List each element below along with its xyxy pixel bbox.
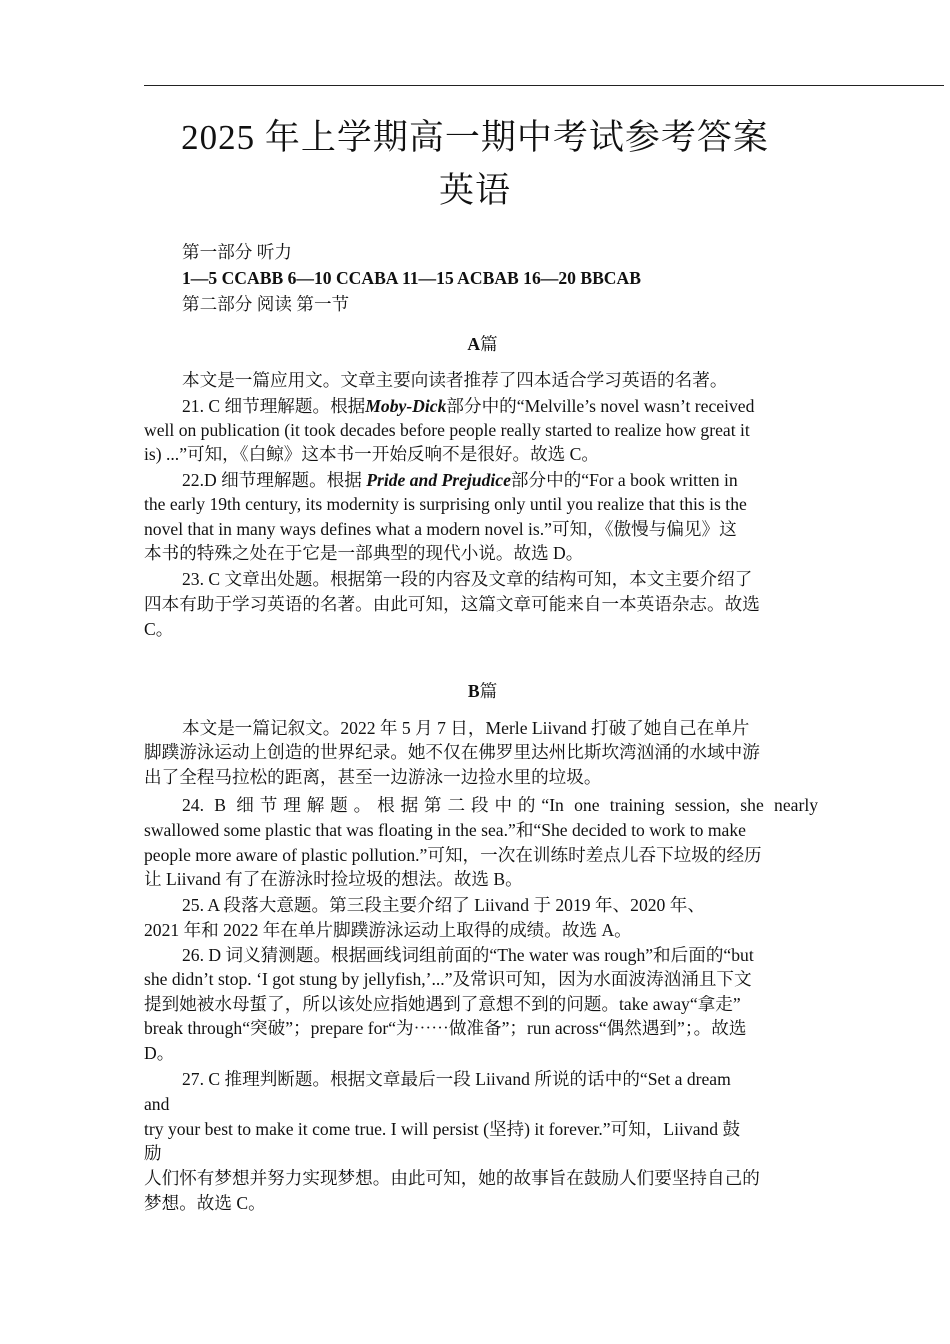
q23-line3: C。 (144, 619, 174, 639)
q24-line2: swallowed some plastic that was floating in the sea.”和“She decided to work to make (144, 820, 746, 840)
subject-title: 英语 (438, 171, 511, 210)
part1-heading: 第一部分 听力 (182, 242, 292, 262)
q21-book-title: Moby-Dick (365, 396, 447, 416)
q27-line5: 人们怀有梦想并努力实现梦想。由此可知，她的故事旨在鼓励人们要坚持自己的 (144, 1168, 760, 1188)
q27-line6: 梦想。故选 C。 (144, 1193, 266, 1213)
section-b-heading (0, 679, 950, 703)
q21-line2: well on publication (it took decades before people really started to realize how great it (144, 420, 750, 440)
q22-text: 22.D 细节理解题。根据 (182, 470, 367, 490)
q26-line5: D。 (144, 1043, 175, 1063)
section-a-label: A (467, 334, 481, 354)
section-b-suffix: 篇 (479, 681, 498, 701)
q25-line2: 2021 年和 2022 年在单片脚蹼游泳运动上取得的成绩。故选 A。 (144, 920, 632, 940)
q27-line4: 励 (144, 1143, 162, 1163)
q24-line4: 让 Liivand 有了在游泳时捡垃圾的想法。故选 B。 (144, 869, 523, 889)
q22-book-title: Pride and Prejudice (366, 470, 511, 490)
q23-line2: 四本有助于学习英语的名著。由此可知，这篇文章可能来自一本英语杂志。故选 (144, 594, 760, 614)
q21-line3: is) ...”可知，《白鲸》这本书一开始反响不是很好。故选 C。 (144, 444, 599, 464)
q22-line1 (182, 468, 738, 492)
q27-line2: and (144, 1094, 170, 1114)
q22-line4: 本书的特殊之处在于它是一部典型的现代小说。故选 D。 (144, 543, 584, 563)
q26-line4: break through“突破”；prepare for“为⋯⋯做准备”；run across“偶然遇到”；。故选 (144, 1018, 747, 1038)
section-a-heading (0, 332, 950, 356)
q21-line1 (182, 394, 754, 418)
q24-line1: 24. B 细节理解题。根据第二段中的“In one training session, she nearly (182, 795, 818, 815)
q26-line2: she didn’t stop. ‘I got stung by jellyfish,’...”及常识可知，因为水面波涛汹涌且下文 (144, 969, 752, 989)
section-b-label: B (467, 681, 480, 701)
q21-quote: 部分中的“Melville’s novel wasn’t received (446, 396, 755, 416)
page-title: 2025 年上学期高一期中考试参考答案 (181, 118, 769, 157)
q22-line3: novel that in many ways defines what a modern novel is.”可知，《傲慢与偏见》这 (144, 519, 737, 539)
section-b-summary-line3: 出了全程马拉松的距离，甚至一边游泳一边捡水里的垃圾。 (144, 767, 602, 787)
q23-line1: 23. C 文章出处题。根据第一段的内容及文章的结构可知，本文主要介绍了 (182, 569, 753, 589)
q27-line1: 27. C 推理判断题。根据文章最后一段 Liivand 所说的话中的“Set a dream (182, 1069, 731, 1089)
q26-line1: 26. D 词义猜测题。根据画线词组前面的“The water was rough”和后面的“but (182, 945, 754, 965)
part2-heading: 第二部分 阅读 第一节 (182, 294, 350, 314)
q27-line3: try your best to make it come true. I will persist (坚持) it forever.”可知，Liivand 鼓 (144, 1119, 741, 1139)
q24-line3: people more aware of plastic pollution.”可知，一次在训练时差点儿吞下垃圾的经历 (144, 845, 762, 865)
q22-quote: 部分中的“For a book written in (510, 470, 738, 490)
section-a-summary: 本文是一篇应用文。文章主要向读者推荐了四本适合学习英语的名著。 (182, 370, 728, 390)
q21-text: 21. C 细节理解题。根据 (182, 396, 366, 416)
listening-answers: 1—5 CCABB 6—10 CCABA 11—15 ACBAB 16—20 BBCAB (182, 268, 641, 288)
q22-line2: the early 19th century, its modernity is surprising only until you realize that this is the (144, 494, 747, 514)
section-b-summary-line1: 本文是一篇记叙文。2022 年 5 月 7 日，Merle Liivand 打破了她自己在单片 (182, 718, 750, 738)
section-a-suffix: 篇 (480, 334, 498, 354)
q25-line1: 25. A 段落大意题。第三段主要介绍了 Liivand 于 2019 年、2020 年、 (182, 895, 705, 915)
section-b-summary-line2: 脚蹼游泳运动上创造的世界纪录。她不仅在佛罗里达州比斯坎湾汹涌的水域中游 (144, 742, 760, 762)
q26-line3: 提到她被水母蜇了，所以该处应指她遇到了意想不到的问题。take away“拿走” (144, 994, 741, 1014)
header-rule (144, 85, 944, 86)
